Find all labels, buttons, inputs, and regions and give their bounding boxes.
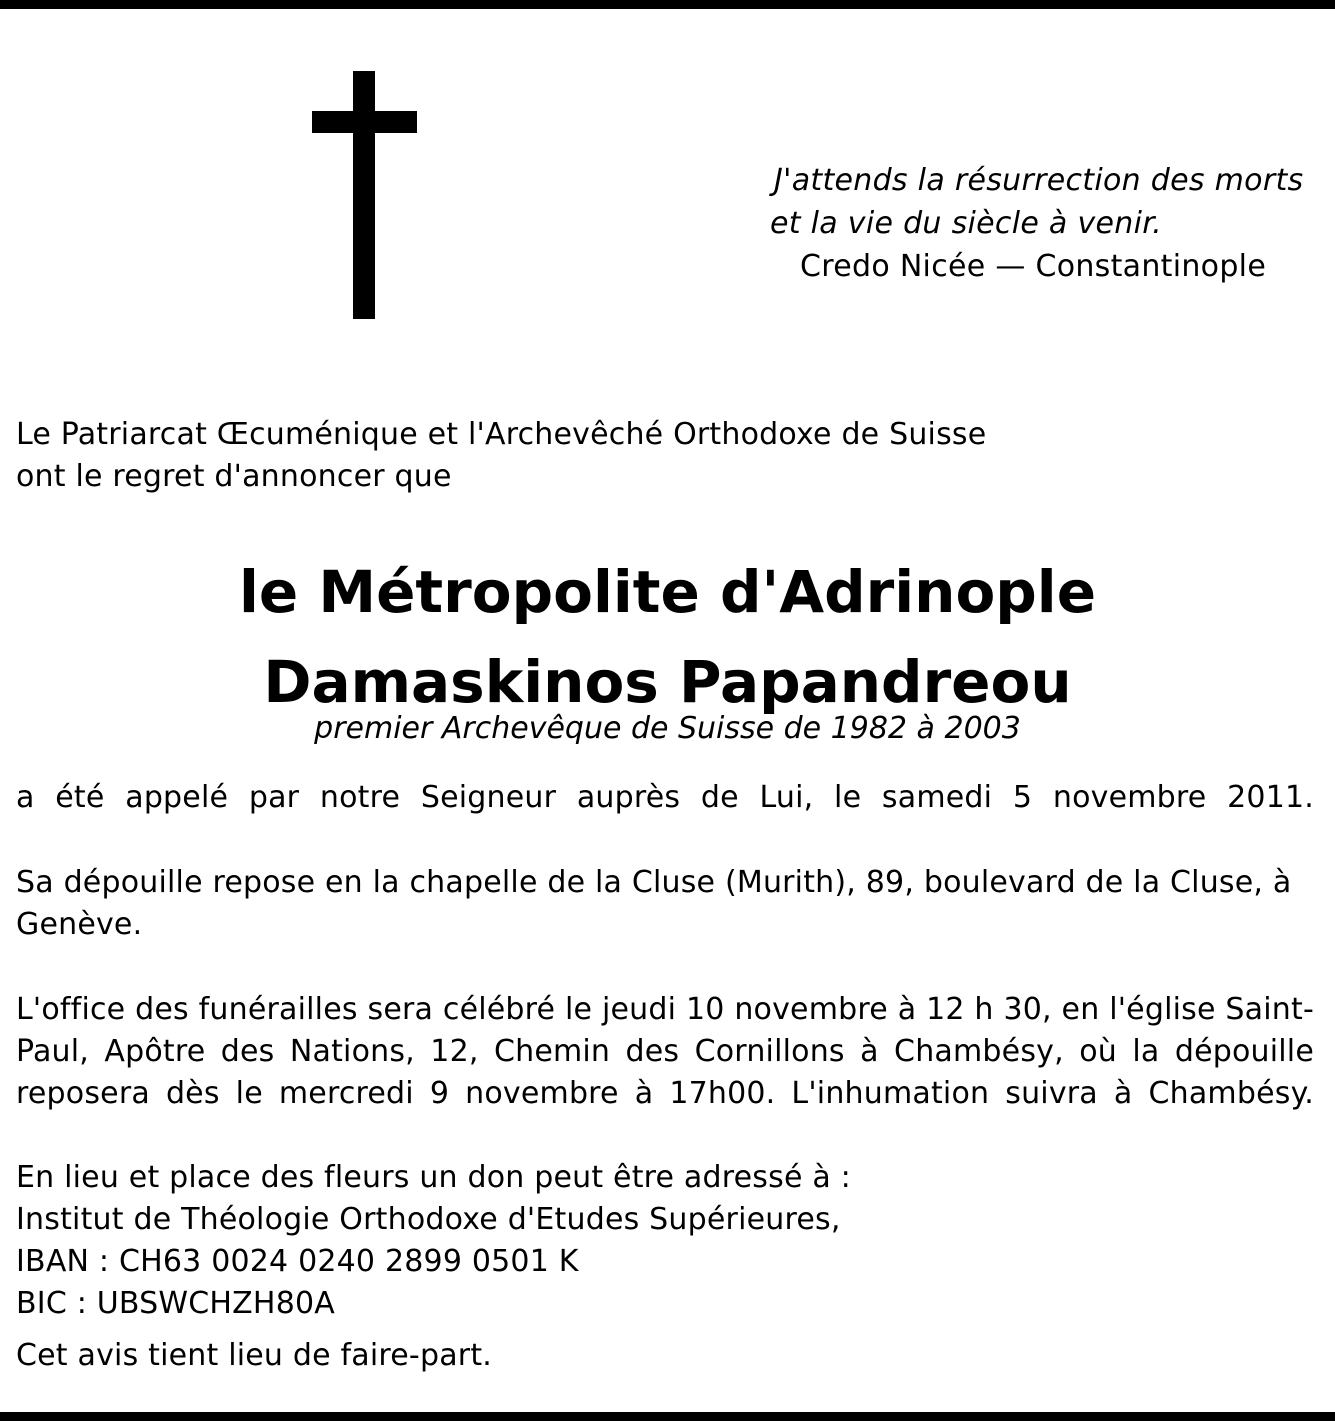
cross-horizontal-bar [312,111,417,133]
epigraph-line-1: J'attends la résurrection des morts [774,163,1304,198]
donation-institute: Institut de Théologie Orthodoxe d'Etudes Supérieures, [16,1202,841,1237]
donation-iban: IBAN : CH63 0024 0240 2899 0501 K [16,1244,579,1279]
intro-paragraph [16,414,1314,498]
intro-line-1: Le Patriarcat Œcuménique et l'Archevêché Orthodoxe de Suisse [16,417,987,452]
epigraph [760,159,1320,288]
death-paragraph: a été appelé par notre Seigneur auprès de Lui, le samedi 5 novembre 2011. [16,780,1314,815]
donation-line: En lieu et place des fleurs un don peut être adressé à : [16,1160,851,1195]
deceased-subtitle: premier Archevêque de Suisse de 1982 à 2003 [314,711,1021,746]
funeral-line-1: L'office des funérailles sera célébré le jeudi 10 novembre à 12 h 30, en l'église Saint- [16,992,1314,1027]
cross-icon [312,71,417,319]
cross-vertical-bar [353,71,375,319]
epigraph-line-2: et la vie du siècle à venir. [770,206,1162,241]
deceased-name: Damaskinos Papandreou [263,648,1072,716]
deceased-block [0,547,1335,749]
donation-bic: BIC : UBSWCHZH80A [16,1286,335,1321]
intro-line-2: ont le regret d'annoncer que [16,459,452,494]
funeral-line-3: reposera dès le mercredi 9 novembre à 17h00. L'inhumation suivra à Chambésy. [16,1076,1314,1111]
deceased-title: le Métropolite d'Adrinople [238,558,1097,626]
epigraph-source: Credo Nicée — Constantinople [800,249,1267,284]
repose-paragraph: Sa dépouille repose en la chapelle de la Cluse (Murith), 89, boulevard de la Cluse, à Genève. [16,865,1292,942]
donation-paragraph [16,1157,1314,1325]
closing-line: Cet avis tient lieu de faire-part. [16,1338,493,1373]
funeral-paragraph [16,989,1314,1115]
funeral-line-2: Paul, Apôtre des Nations, 12, Chemin des Cornillons à Chambésy, où la dépouille [16,1034,1314,1069]
